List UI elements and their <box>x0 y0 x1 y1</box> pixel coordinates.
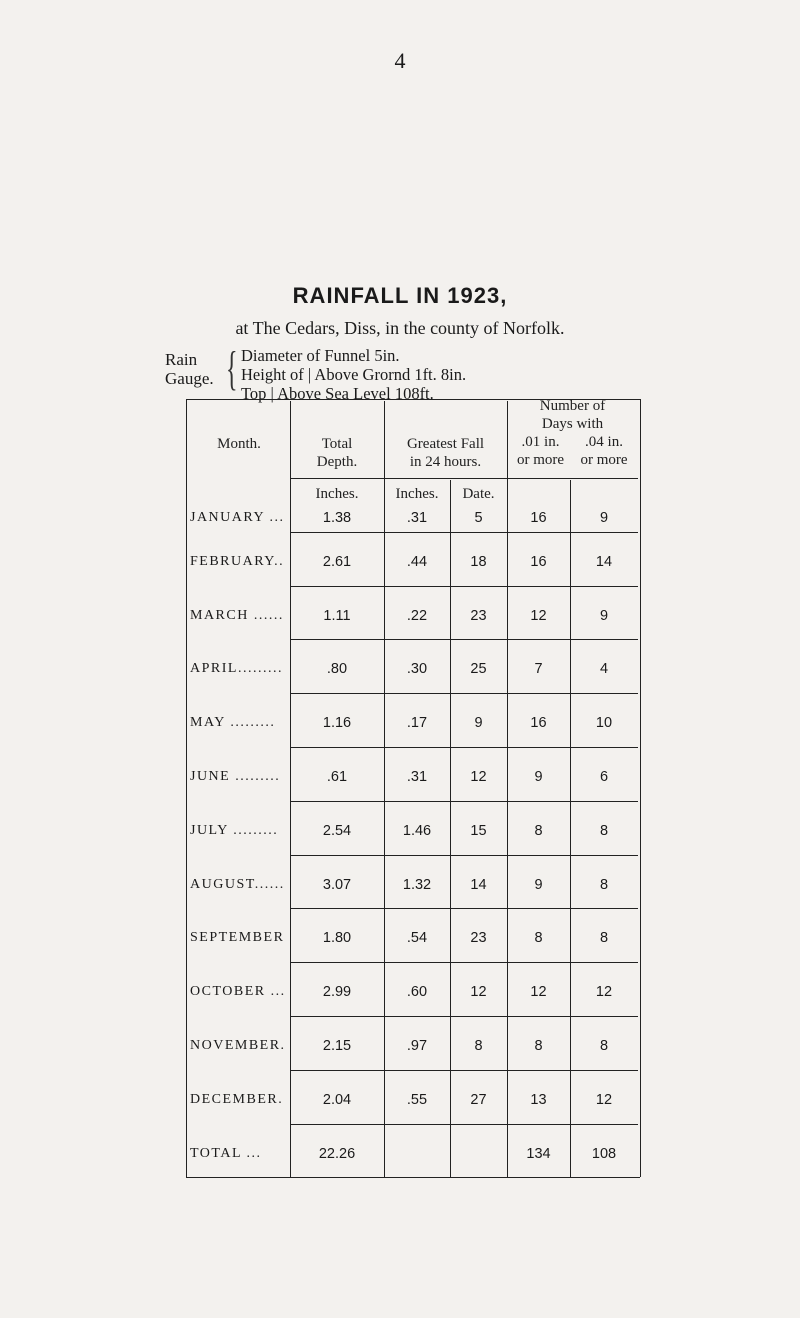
header-divider <box>290 478 638 479</box>
fall-date: 14 <box>470 876 487 893</box>
days-01-or-more: 13 <box>530 1091 547 1108</box>
greatest-fall: 1.46 <box>402 822 432 839</box>
fall-date: 23 <box>470 930 487 947</box>
total-depth: 1.80 <box>322 930 352 947</box>
days-04-or-more: 12 <box>595 1091 613 1108</box>
fall-date: 12 <box>470 769 487 785</box>
row-divider <box>290 1016 638 1017</box>
page-title: RAINFALL IN 1923, <box>292 283 508 308</box>
total-depth: 1.16 <box>322 715 352 732</box>
fall-date: 12 <box>470 984 487 1001</box>
days-04-or-more: 8 <box>599 930 609 947</box>
days-04-or-more: 9 <box>599 607 609 624</box>
days-01-or-more: 12 <box>530 607 547 624</box>
gauge-label-line2: Gauge. <box>165 369 214 388</box>
gauge-line: Top | Above Sea Level 108ft. <box>241 384 434 403</box>
month-label: JUNE ......... <box>190 769 281 784</box>
row-divider <box>290 532 638 533</box>
greatest-fall: .97 <box>406 1038 428 1054</box>
days-04-or-more: 108 <box>591 1145 617 1162</box>
header-days-line2: Days with <box>541 416 604 432</box>
gauge-label <box>165 350 225 388</box>
month-label: APRIL......... <box>190 661 283 677</box>
month-label: OCTOBER ... <box>190 984 286 1000</box>
row-divider <box>290 962 638 963</box>
days-04-or-more: 8 <box>599 822 609 839</box>
row-divider <box>290 1124 638 1125</box>
greatest-fall: .44 <box>406 553 428 570</box>
unit-greatest: Inches. <box>395 486 439 502</box>
header-days-04-line2: or more <box>580 452 628 468</box>
total-depth: 2.15 <box>322 1038 352 1054</box>
greatest-fall: .54 <box>406 930 428 947</box>
header-days-01-line2: or more <box>516 452 565 468</box>
greatest-fall: .30 <box>406 661 428 678</box>
days-01-or-more: 7 <box>534 661 543 678</box>
row-divider <box>290 801 638 802</box>
fall-date: 25 <box>470 661 487 678</box>
days-04-or-more: 10 <box>595 715 613 732</box>
days-04-or-more: 12 <box>595 984 613 1001</box>
month-label: NOVEMBER. <box>190 1038 286 1053</box>
header-total-line2: Depth. <box>316 454 358 470</box>
fall-date: 27 <box>470 1091 487 1108</box>
header-greatest-line1: Greatest Fall <box>406 436 485 452</box>
month-label: MAY ......... <box>190 715 276 731</box>
days-01-or-more: 16 <box>530 553 547 570</box>
unit-total: Inches. <box>315 486 359 502</box>
header-days-04-line1: .04 in. <box>585 434 623 450</box>
total-depth: 1.11 <box>323 607 351 624</box>
row-divider <box>290 586 638 587</box>
days-01-or-more: 9 <box>534 769 543 785</box>
row-divider <box>290 747 638 748</box>
header-days-01-line1: .01 in. <box>521 434 560 450</box>
header-total-line1: Total <box>321 436 353 452</box>
total-depth: 2.04 <box>322 1091 352 1108</box>
days-01-or-more: 8 <box>534 822 543 839</box>
rainfall-table-grid <box>188 398 638 1171</box>
gauge-label-line1: Rain <box>165 350 198 369</box>
days-01-or-more: 16 <box>530 715 547 732</box>
header-greatest-line2: in 24 hours. <box>409 454 482 470</box>
month-label: JANUARY ... <box>190 510 285 525</box>
page-number: 4 <box>394 48 406 73</box>
fall-date: 8 <box>474 1038 483 1054</box>
days-04-or-more: 9 <box>599 510 609 526</box>
days-04-or-more: 4 <box>599 661 609 678</box>
gauge-line: Height of | Above Grornd 1ft. 8in. <box>241 365 467 384</box>
total-depth: 2.54 <box>322 822 352 839</box>
month-label: FEBRUARY.. <box>190 553 285 569</box>
month-label: AUGUST...... <box>190 876 285 892</box>
fall-date: 23 <box>470 607 487 624</box>
month-label: DECEMBER. <box>190 1091 284 1107</box>
row-divider <box>290 1070 638 1071</box>
total-depth: .80 <box>326 661 348 678</box>
row-divider <box>290 908 638 909</box>
days-01-or-more: 134 <box>526 1145 551 1162</box>
greatest-fall: .22 <box>406 607 428 624</box>
days-04-or-more: 8 <box>599 1038 609 1054</box>
days-01-or-more: 9 <box>534 876 543 893</box>
fall-date: 15 <box>470 822 487 839</box>
total-depth: 3.07 <box>322 876 352 893</box>
greatest-fall: .31 <box>406 510 428 526</box>
greatest-fall: 1.32 <box>402 876 432 893</box>
total-depth: 1.38 <box>322 510 352 526</box>
subtitle: at The Cedars, Diss, in the county of Norfolk. <box>235 318 565 338</box>
days-01-or-more: 16 <box>530 510 547 526</box>
header-month: Month. <box>217 436 261 452</box>
greatest-fall: .60 <box>406 984 428 1001</box>
days-01-or-more: 8 <box>534 930 543 947</box>
gauge-details <box>241 346 466 403</box>
table-right-border <box>640 399 641 1177</box>
total-depth: 2.61 <box>322 553 352 570</box>
header-days-line1: Number of <box>539 398 606 414</box>
month-label: TOTAL ... <box>190 1145 262 1161</box>
greatest-fall: .55 <box>406 1091 428 1108</box>
greatest-fall: .31 <box>406 769 428 785</box>
days-01-or-more: 8 <box>534 1038 543 1054</box>
gauge-line: Diameter of Funnel 5in. <box>241 346 400 365</box>
days-01-or-more: 12 <box>530 984 547 1001</box>
total-depth: 22.26 <box>318 1145 356 1162</box>
greatest-fall: .17 <box>406 715 428 732</box>
total-depth: .61 <box>326 769 348 785</box>
gauge-brace: { <box>226 342 238 395</box>
days-04-or-more: 6 <box>599 769 609 785</box>
row-divider <box>290 693 638 694</box>
fall-date: 18 <box>470 553 487 570</box>
total-depth: 2.99 <box>322 984 352 1001</box>
month-label: MARCH ...... <box>190 607 284 623</box>
row-divider <box>290 855 638 856</box>
days-04-or-more: 8 <box>599 876 609 893</box>
unit-date: Date. <box>462 486 495 502</box>
row-divider <box>290 639 638 640</box>
table-left-border <box>186 399 187 1177</box>
month-label: SEPTEMBER <box>190 930 285 946</box>
month-label: JULY ......... <box>190 822 279 838</box>
fall-date: 9 <box>474 715 483 732</box>
rainfall-table <box>188 398 638 1171</box>
table-bottom-border <box>186 1177 640 1178</box>
days-04-or-more: 14 <box>595 553 613 570</box>
fall-date: 5 <box>474 510 483 526</box>
